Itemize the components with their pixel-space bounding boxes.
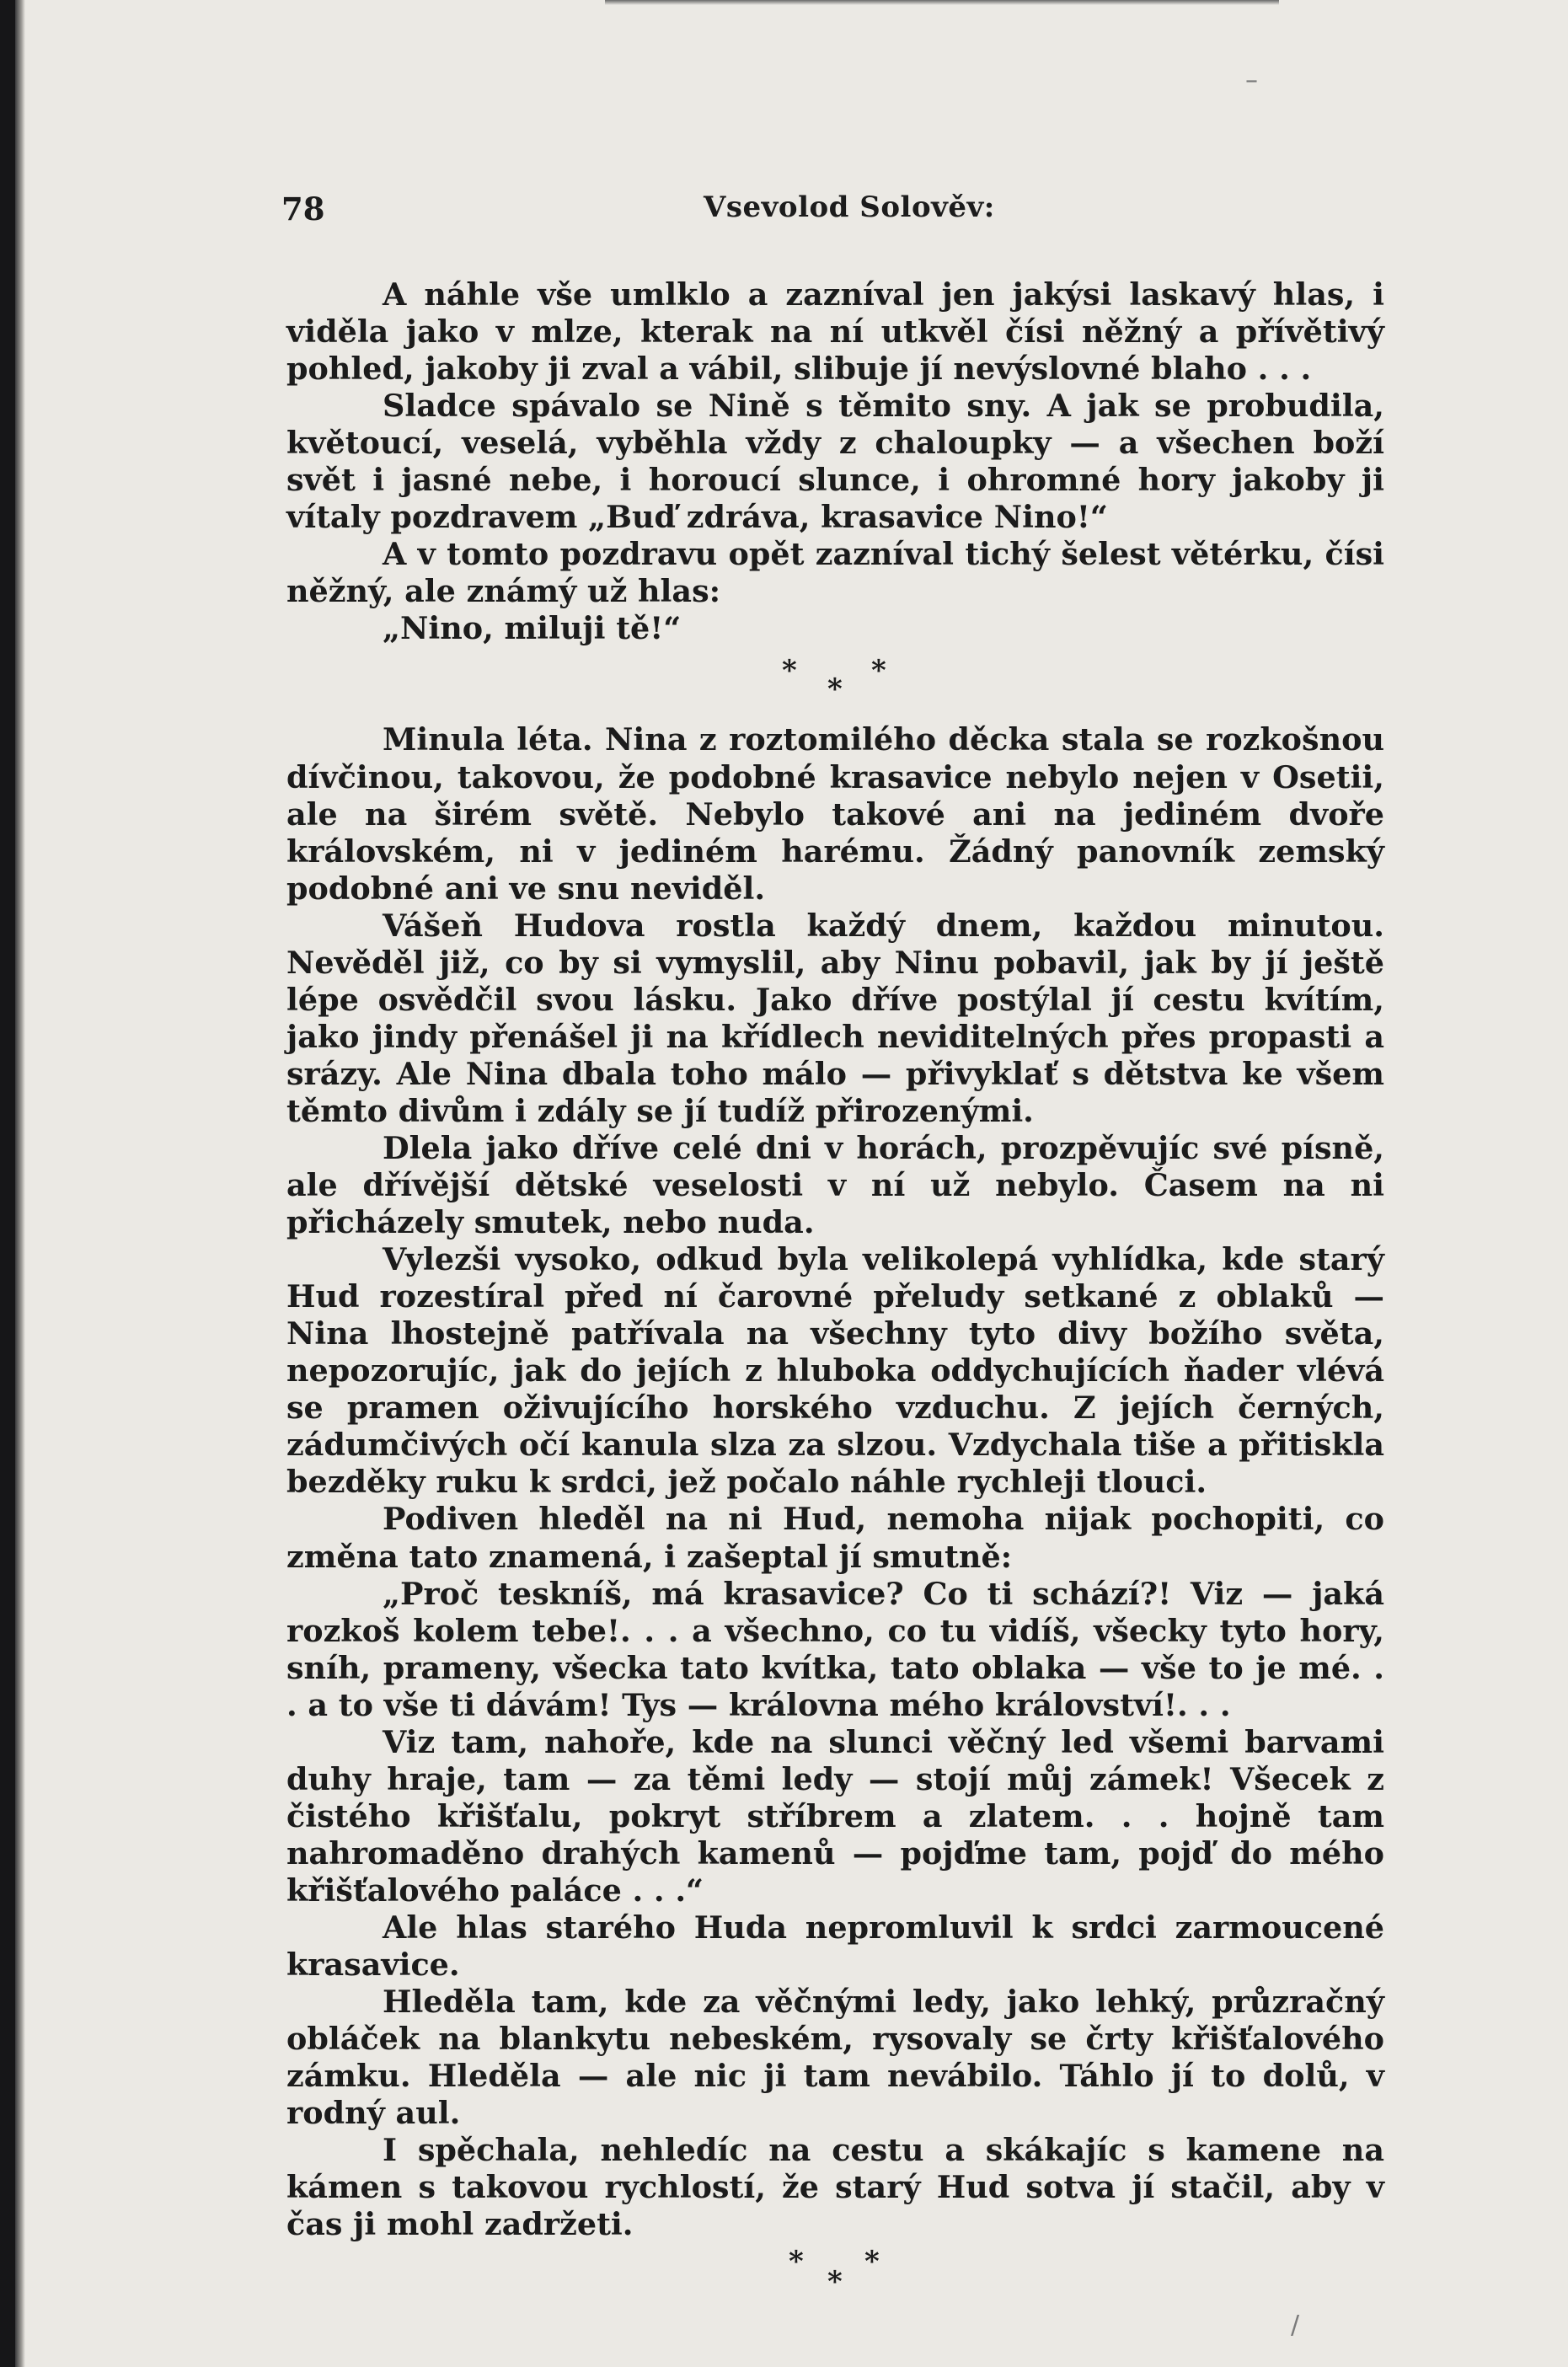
asterisk: * (827, 2265, 843, 2300)
paragraph: Hleděla tam, kde za věčnými ledy, jako lehký, průzračný obláček na blankytu nebeském, rysovaly se črty křišťalového zámku. Hleděla — ale nic ji tam nevábilo. Táhlo jí to dolů, v rodný aul. (286, 1984, 1384, 2132)
paragraph: Vylezši vysoko, odkud byla velikolepá vyhlídka, kde starý Hud rozestíral před ní čarovné přeludy setkané z oblaků — Nina lhostejně patřívala na všechny tyto divy božího světa, nepozorujíc, jak do jejích z hluboka oddychujících ňader vlévá se pramen oživujícího horského vzduchu. Z jejích černých, zádumčivých očí kanula slza za slzou. Vzdychala tiše a přitiskla bezděky ruku k srdci, jež počalo náhle rychleji tlouci. (286, 1241, 1384, 1501)
asterisk: * (827, 672, 843, 707)
paragraph: Dlela jako dříve celé dni v horách, prozpěvujíc své písně, ale dřívější dětské veselosti v ní už nebylo. Časem na ni přicházely smutek, nebo nuda. (286, 1129, 1384, 1241)
running-title: Vsevolod Solověv: (704, 190, 995, 224)
book-page (15, 0, 1568, 2367)
paragraph: „Proč teskníš, má krasavice? Co ti schází?! Viz — jaká rozkoš kolem tebe!. . . a všechno, co tu vidíš, všecky tyto hory, sníh, prameny, všecka tato kvítka, tato oblaka — vše to je mé. . . a to vše ti dávám! Tys — královna mého království!. . . (286, 1575, 1384, 1723)
paragraph: A v tomto pozdravu opět zazníval tichý šelest větérku, čísi něžný, ale známý už hlas: (286, 536, 1384, 610)
paragraph: Viz tam, nahoře, kde na slunci věčný led všemi barvami duhy hraje, tam — za těmi ledy — stojí můj zámek! Všecek z čistého křišťalu, pokryt stříbrem a zlatem. . . hojně tam nahromaděno drahých kamenů — pojďme tam, pojď do mého křišťalového paláce . . .“ (286, 1723, 1384, 1909)
body-text (286, 276, 1384, 2317)
asterisk: * (789, 2245, 804, 2279)
asterisk: * (782, 654, 797, 688)
paragraph: I spěchala, nehledíc na cestu a skákajíc s kamene na kámen s takovou rychlostí, že starý Hud sotva jí stačil, aby v čas ji mohl zadržeti. (286, 2132, 1384, 2243)
paragraph: A náhle vše umlklo a zazníval jen jakýsi laskavý hlas, i viděla jako v mlze, kterak na ní utkvěl čísi něžný a přívětivý pohled, jakoby ji zval a vábil, slibuje jí nevýslovné blaho . . . (286, 276, 1384, 388)
page-spine-shadow (15, 0, 25, 2367)
paragraph: „Nino, miluji tě!“ (383, 610, 682, 647)
page-number: 78 (281, 190, 325, 228)
asterisk: * (871, 654, 886, 688)
stray-mark: – (1245, 66, 1258, 95)
paragraph: Sladce spávalo se Nině s těmito sny. A jak se probudila, květoucí, veselá, vyběhla vždy z chaloupky — a všechen boží svět i jasné nebe, i horoucí slunce, i ohromné hory jakoby ji vítaly pozdravem „Buď zdráva, krasavice Nino!“ (286, 388, 1384, 536)
section-break (286, 2243, 1384, 2317)
page-header (15, 190, 1568, 241)
section-break (286, 647, 1384, 721)
paragraph: Podiven hleděl na ni Hud, nemoha nijak pochopiti, co změna tato znamená, i zašeptal jí smutně: (286, 1501, 1384, 1575)
page-top-edge (605, 0, 1279, 5)
paragraph: Vášeň Hudova rostla každý dnem, každou minutou. Nevěděl již, co by si vymyslil, aby Ninu pobavil, jak by jí ještě lépe osvědčil svou lásku. Jako dříve postýlal jí cestu kvítím, jako jindy přenášel ji na křídlech neviditelných přes propasti a srázy. Ale Nina dbala toho málo — přivyklať s dětstva ke všem těmto divům i zdály se jí tudíž přirozenými. (286, 907, 1384, 1129)
paragraph: Minula léta. Nina z roztomilého děcka stala se rozkošnou dívčinou, takovou, že podobné krasavice nebylo nejen v Osetii, ale na širém světě. Nebylo takové ani na jediném dvoře královském, ni v jediném harému. Žádný panovník zemský podobné ani ve snu neviděl. (286, 721, 1384, 907)
asterisk: * (864, 2245, 880, 2279)
paragraph: Ale hlas starého Huda nepromluvil k srdci zarmoucené krasavice. (286, 1909, 1384, 1984)
stray-mark: / (1291, 2311, 1300, 2340)
